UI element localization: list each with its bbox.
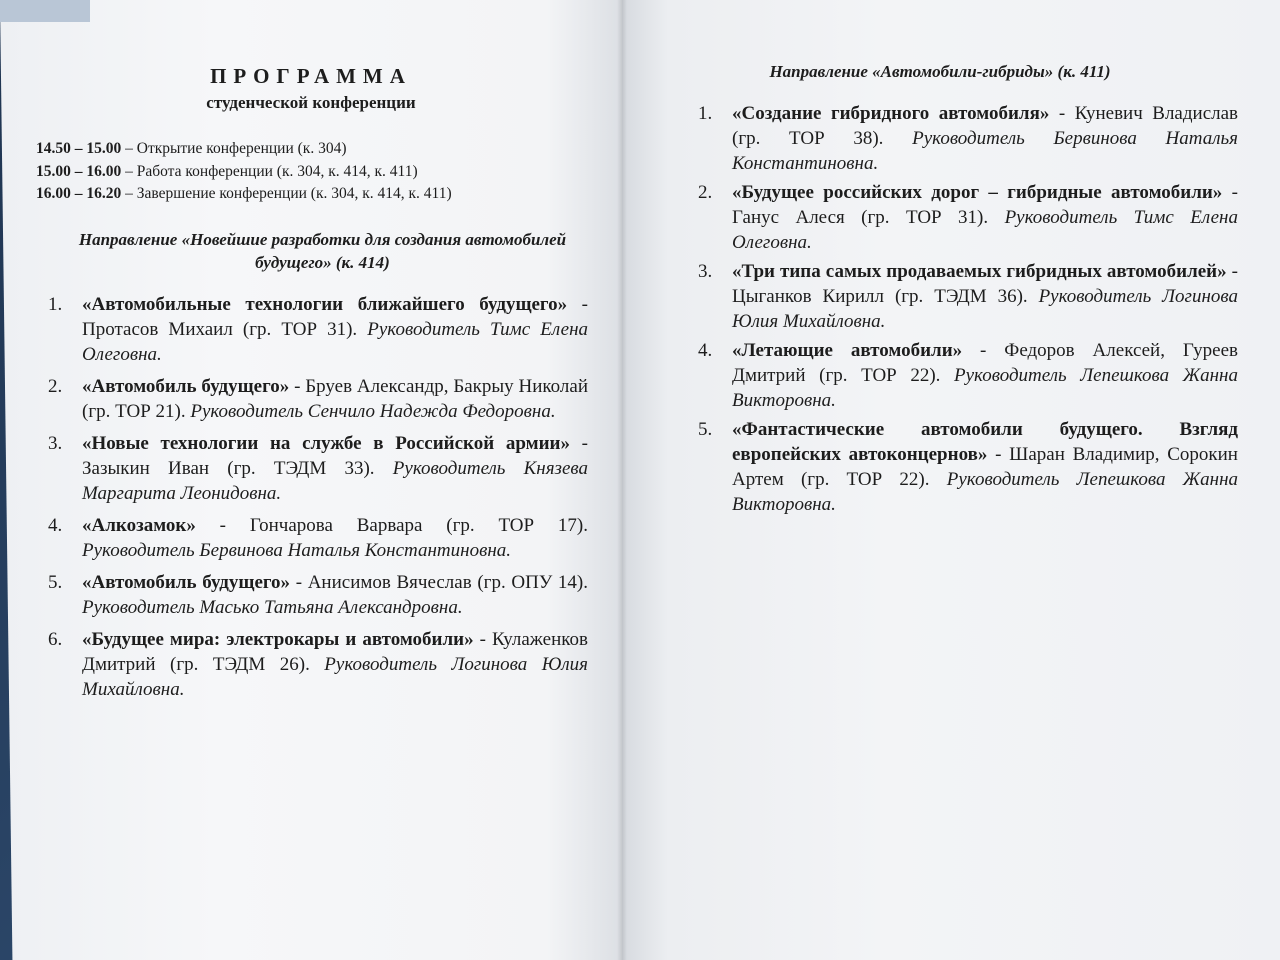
talk-supervisor: Руководитель Бервинова Наталья Константиновна. — [732, 128, 1238, 174]
talk-supervisor: Руководитель Князева Маргарита Леонидовна. — [82, 458, 589, 504]
talk-item — [690, 259, 1238, 334]
talk-number: 1. — [48, 294, 63, 315]
schedule-row — [36, 161, 596, 184]
talk-title: «Летающие автомобили» — [732, 340, 963, 361]
schedule-text: – Работа конференции (к. 304, к. 414, к. 411) — [121, 162, 418, 180]
talk-item — [40, 431, 588, 506]
talk-number: 2. — [698, 182, 713, 203]
talk-authors: - Федоров Алексей, Гуреев Дмитрий (гр. ТОР 22). — [732, 340, 1238, 386]
talk-authors: - Анисимов Вячеслав (гр. ОПУ 14). — [290, 572, 589, 593]
talk-item — [690, 338, 1238, 413]
schedule-time: 14.50 – 15.00 — [36, 140, 122, 157]
talk-number: 3. — [698, 261, 713, 282]
talk-number: 1. — [698, 103, 713, 124]
talk-list — [40, 292, 588, 709]
talk-list — [690, 101, 1238, 521]
talk-supervisor: Руководитель Бервинова Наталья Константиновна. — [82, 540, 511, 561]
schedule-time: 15.00 – 16.00 — [36, 162, 122, 180]
talk-supervisor: Руководитель Логинова Юлия Михайловна. — [82, 654, 588, 700]
talk-supervisor: Руководитель Масько Татьяна Александровна. — [82, 597, 463, 618]
talk-supervisor: Руководитель Тимс Елена Олеговна. — [732, 207, 1238, 253]
talk-item — [40, 374, 588, 424]
schedule-row — [36, 138, 596, 161]
talk-item — [40, 570, 588, 620]
page-fold — [617, 0, 627, 960]
talk-authors: - Гончарова Варвара (гр. ТОР 17). — [195, 515, 588, 536]
program-title: ПРОГРАММА — [210, 64, 412, 88]
talk-authors: - Цыганков Кирилл (гр. ТЭДМ 36). — [732, 261, 1239, 307]
talk-authors: - Зазыкин Иван (гр. ТЭДМ 33). — [82, 433, 589, 479]
talk-number: 4. — [698, 340, 713, 361]
talk-supervisor: Руководитель Логинова Юлия Михайловна. — [732, 286, 1238, 332]
talk-title: «Новые технологии на службе в Российской армии» — [82, 433, 570, 454]
schedule — [36, 138, 596, 206]
talk-authors: - Бруев Александр, Бакрыу Николай (гр. ТОР 21). — [82, 376, 589, 422]
talk-item — [40, 292, 588, 367]
talk-title: «Автомобиль будущего» — [82, 376, 290, 397]
talk-authors: - Шаран Владимир, Сорокин Артем (гр. ТОР 22). — [732, 444, 1238, 490]
talk-supervisor: Руководитель Лепешкова Жанна Викторовна. — [732, 469, 1238, 515]
talk-item — [690, 101, 1238, 176]
talk-title: «Будущее российских дорог – гибридные автомобили» — [732, 182, 1223, 203]
talk-title: «Алкозамок» — [82, 515, 196, 536]
talk-authors: - Куневич Владислав (гр. ТОР 38). — [732, 103, 1239, 149]
talk-authors: - Протасов Михаил (гр. ТОР 31). — [82, 294, 588, 340]
talk-authors: - Кулаженков Дмитрий (гр. ТЭДМ 26). — [82, 629, 588, 675]
talk-supervisor: Руководитель Тимс Елена Олеговна. — [82, 319, 589, 365]
talk-supervisor: Руководитель Сенчило Надежда Федоровна. — [190, 401, 556, 422]
program-subtitle: студенческой конференции — [206, 93, 416, 112]
talk-number: 5. — [48, 572, 63, 593]
schedule-text: – Открытие конференции (к. 304) — [121, 140, 347, 157]
talk-title: «Фантастические автомобили будущего. Взгляд европейских автоконцернов» — [732, 419, 1238, 465]
background-corner — [0, 0, 90, 22]
talk-supervisor: Руководитель Лепешкова Жанна Викторовна. — [732, 365, 1238, 411]
schedule-time: 16.00 – 16.20 — [36, 185, 122, 202]
talk-number: 2. — [48, 376, 63, 397]
direction-title: Направление «Новейшие разработки для создания автомобилей будущего» (к. 414) — [78, 230, 567, 272]
schedule-text: – Завершение конференции (к. 304, к. 414, к. 411) — [121, 185, 452, 202]
talk-title: «Автомобиль будущего» — [82, 572, 291, 593]
talk-number: 3. — [48, 433, 63, 454]
talk-item — [40, 513, 588, 563]
talk-title: «Создание гибридного автомобиля» — [732, 103, 1050, 124]
talk-number: 4. — [48, 515, 63, 536]
talk-number: 5. — [698, 419, 713, 440]
schedule-row — [36, 183, 596, 206]
talk-item — [690, 180, 1238, 255]
talk-title: «Автомобильные технологии ближайшего будущего» — [82, 294, 568, 315]
talk-title: «Три типа самых продаваемых гибридных автомобилей» — [732, 261, 1227, 282]
talk-item — [690, 417, 1238, 517]
direction-title: Направление «Автомобили-гибриды» (к. 411) — [769, 62, 1111, 81]
talk-title: «Будущее мира: электрокары и автомобили» — [82, 629, 474, 650]
talk-item — [40, 627, 588, 702]
talk-authors: - Ганус Алеся (гр. ТОР 31). — [732, 182, 1238, 228]
talk-number: 6. — [48, 629, 63, 650]
